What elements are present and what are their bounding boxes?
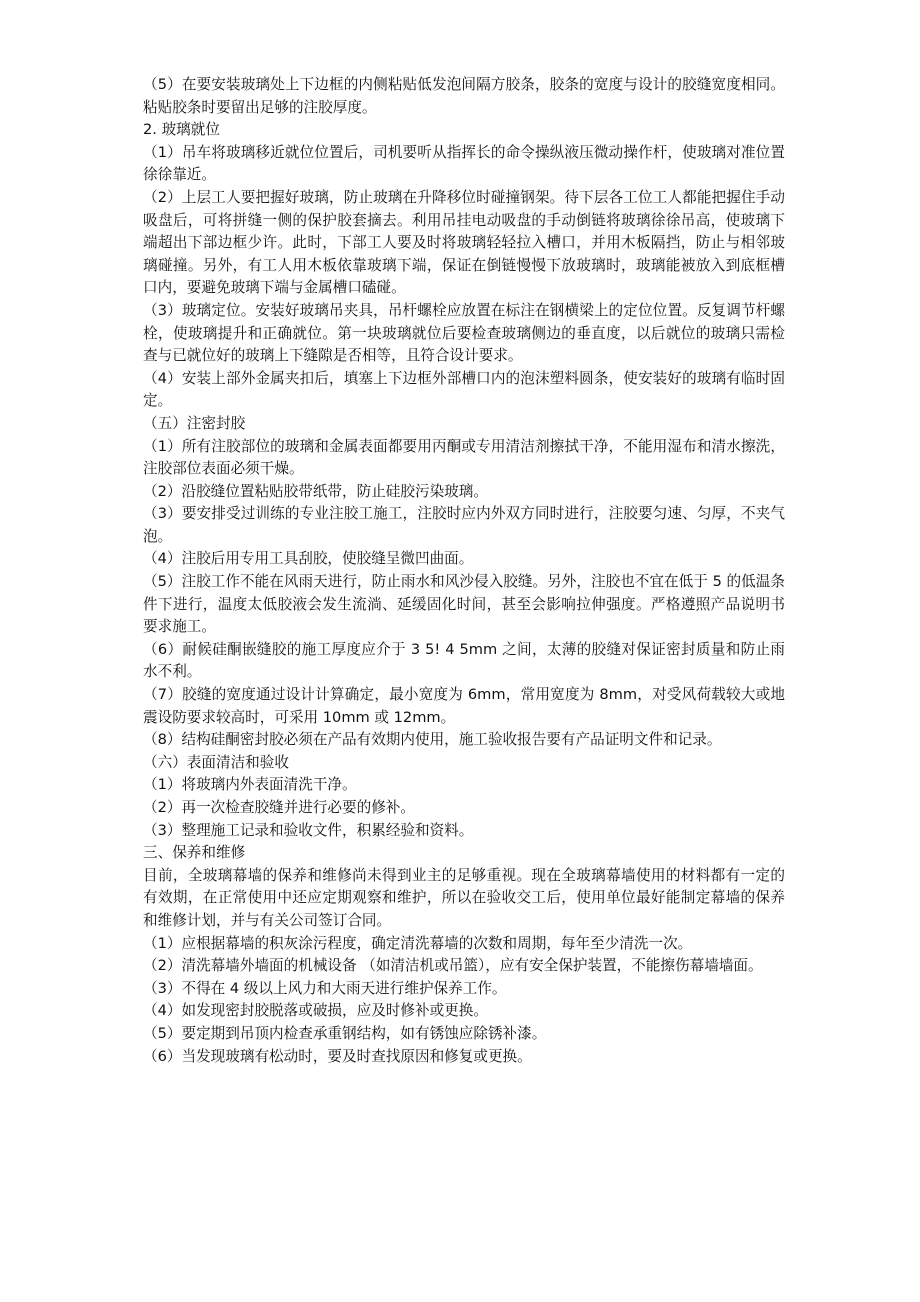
paragraph: （1）吊车将玻璃移近就位位置后，司机要听从指挥长的命令操纵液压微动操作杆，使玻璃对准位置徐徐靠近。 <box>143 143 785 184</box>
section-heading: 三、保养和维修 <box>143 844 246 862</box>
section-heading: （六）表面清洁和验收 <box>143 753 289 771</box>
paragraph: （1）所有注胶部位的玻璃和金属表面都要用丙酮或专用清洁剂擦拭干净，不能用湿布和清水擦洗，注胶部位表面必须干燥。 <box>143 437 785 478</box>
paragraph: （2）上层工人要把握好玻璃，防止玻璃在升降移位时碰撞钢架。待下层各工位工人都能把握住手动吸盘后，可将拼缝一侧的保护胶套摘去。利用吊挂电动吸盘的手动倒链将玻璃徐徐吊高，使玻璃下端超出下部边框少许。此时，下部工人要及时将玻璃轻轻拉入槽口，并用木板隔挡，防止与相邻玻璃碰撞。另外，有工人用木板依靠玻璃下端，保证在倒链慢慢下放玻璃时，玻璃能被放入到底框槽口内，要避免玻璃下端与金属槽口磕碰。 <box>143 188 785 297</box>
paragraph: （3）玻璃定位。安装好玻璃吊夹具，吊杆螺栓应放置在标注在钢横梁上的定位位置。反复调节杆螺栓，使玻璃提升和正确就位。第一块玻璃就位后要检查玻璃侧边的垂直度，以后就位的玻璃只需检查与已就位好的玻璃上下缝隙是否相等，且符合设计要求。 <box>143 301 785 365</box>
paragraph: （4）安装上部外金属夹扣后，填塞上下边框外部槽口内的泡沫塑料圆条，使安装好的玻璃有临时固定。 <box>143 369 785 410</box>
section-heading: 2. 玻璃就位 <box>143 121 220 139</box>
paragraph: （1）将玻璃内外表面清洗干净。 <box>143 776 357 794</box>
paragraph: （7）胶缝的宽度通过设计计算确定，最小宽度为 6mm，常用宽度为 8mm，对受风荷载较大或地震设防要求较高时，可采用 10mm 或 12mm。 <box>143 686 785 726</box>
paragraph: （3）整理施工记录和验收文件，积累经验和资料。 <box>143 821 474 839</box>
paragraph: （4）如发现密封胶脱落或破损，应及时修补或更换。 <box>143 1002 488 1020</box>
section-heading: （五）注密封胶 <box>143 414 246 432</box>
document-body <box>143 74 785 1068</box>
paragraph: （8）结构硅酮密封胶必须在产品有效期内使用，施工验收报告要有产品证明文件和记录。 <box>143 731 722 749</box>
paragraph: （2）清洗幕墙外墙面的机械设备 （如清洁机或吊篮），应有安全保护装置，不能擦伤幕墙墙面。 <box>143 957 763 975</box>
paragraph: （5）在要安装玻璃处上下边框的内侧粘贴低发泡间隔方胶条，胶条的宽度与设计的胶缝宽度相同。粘贴胶条时要留出足够的注胶厚度。 <box>143 76 785 116</box>
paragraph: （6）当发现玻璃有松动时，要及时查找原因和修复或更换。 <box>143 1047 532 1065</box>
paragraph: （3）要安排受过训练的专业注胶工施工，注胶时应内外双方同时进行，注胶要匀速、匀厚，不夹气泡。 <box>143 505 785 545</box>
paragraph: 目前，全玻璃幕墙的保养和维修尚未得到业主的足够重视。现在全玻璃幕墙使用的材料都有一定的有效期，在正常使用中还应定期观察和维护，所以在验收交工后，使用单位最好能制定幕墙的保养和维修计划，并与有关公司签订合同。 <box>143 866 785 929</box>
paragraph: （5）要定期到吊顶内检查承重钢结构，如有锈蚀应除锈补漆。 <box>143 1024 547 1042</box>
paragraph: （2）沿胶缝位置粘贴胶带纸带，防止硅胶污染玻璃。 <box>143 482 488 500</box>
paragraph: （4）注胶后用专用工具刮胶，使胶缝呈微凹曲面。 <box>143 550 474 568</box>
paragraph: （2）再一次检查胶缝并进行必要的修补。 <box>143 799 415 816</box>
paragraph: （1）应根据幕墙的积灰涂污程度，确定清洗幕墙的次数和周期，每年至少清洗一次。 <box>143 934 693 952</box>
paragraph: （3）不得在 4 级以上风力和大雨天进行维护保养工作。 <box>143 979 507 997</box>
paragraph: （6）耐候硅酮嵌缝胶的施工厚度应介于 3 5! 4 5mm 之间，太薄的胶缝对保证密封质量和防止雨水不利。 <box>143 640 785 681</box>
paragraph: （5）注胶工作不能在风雨天进行，防止雨水和风沙侵入胶缝。另外，注胶也不宜在低于 5 的低温条件下进行，温度太低胶液会发生流淌、延缓固化时间，甚至会影响拉伸强度。严格遵照产品说明书要求施工。 <box>143 573 785 636</box>
